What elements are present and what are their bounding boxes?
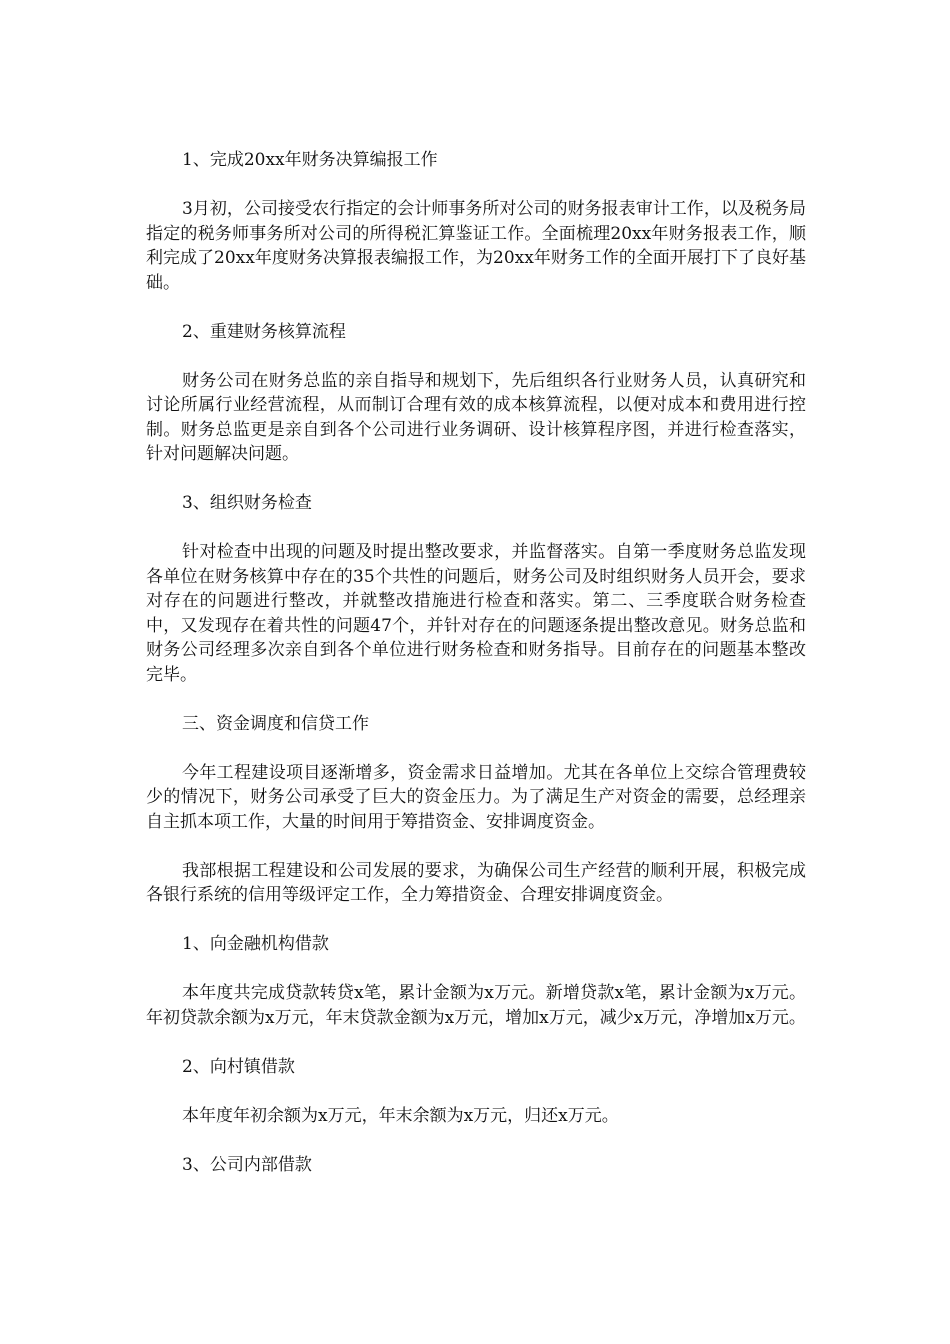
paragraph-financial-inspection: 针对检查中出现的问题及时提出整改要求，并监督落实。自第一季度财务总监发现各单位在财务核算中存在的35个共性的问题后，财务公司及时组织财务人员开会，要求对存在的问题进行整改，并就整改措施进行检查和落实。第二、三季度联合财务检查中，又发现存在着共性的问题47个，并针对存在的问题逐条提出整改意见。财务总监和财务公司经理多次亲自到各个单位进行财务检查和财务指导。目前存在的问题基本整改完毕。 bbox=[146, 542, 806, 685]
paragraph-village-loans: 本年度年初余额为x万元，年末余额为x万元，归还x万元。 bbox=[182, 1105, 619, 1126]
section-heading-accounting-process: 2、重建财务核算流程 bbox=[182, 321, 346, 342]
section-heading-final-accounts: 1、完成20xx年财务决算编报工作 bbox=[182, 150, 438, 170]
document-body bbox=[146, 148, 806, 1202]
paragraph-bank-loans: 本年度共完成贷款转贷x笔，累计金额为x万元。新增贷款x笔，累计金额为x万元。年初贷款余额为x万元，年末贷款金额为x万元，增加x万元，减少x万元，净增加x万元。 bbox=[146, 983, 806, 1028]
section-heading-funds-credit: 三、资金调度和信贷工作 bbox=[182, 713, 369, 734]
section-heading-bank-loans: 1、向金融机构借款 bbox=[182, 934, 329, 954]
paragraph-final-accounts: 3月初，公司接受农行指定的会计师事务所对公司的财务报表审计工作，以及税务局指定的税务师事务所对公司的所得税汇算鉴证工作。全面梳理20xx年财务报表工作，顺利完成了20xx年度财务决算报表编报工作，为20xx年财务工作的全面开展打下了良好基础。 bbox=[146, 199, 806, 293]
paragraph-funds-demand: 今年工程建设项目逐渐增多，资金需求日益增加。尤其在各单位上交综合管理费较少的情况下，财务公司承受了巨大的资金压力。为了满足生产对资金的需要，总经理亲自主抓本项工作，大量的时间用于筹措资金、安排调度资金。 bbox=[146, 762, 806, 832]
paragraph-accounting-process: 财务公司在财务总监的亲自指导和规划下，先后组织各行业财务人员，认真研究和讨论所属行业经营流程，从而制订合理有效的成本核算流程，以便对成本和费用进行控制。财务总监更是亲自到各个公司进行业务调研、设计核算程序图，并进行检查落实，针对问题解决问题。 bbox=[146, 370, 806, 464]
section-heading-village-loans: 2、向村镇借款 bbox=[182, 1056, 295, 1077]
paragraph-credit-rating: 我部根据工程建设和公司发展的要求，为确保公司生产经营的顺利开展，积极完成各银行系统的信用等级评定工作，全力筹措资金、合理安排调度资金。 bbox=[146, 860, 806, 905]
section-heading-financial-inspection: 3、组织财务检查 bbox=[182, 493, 312, 513]
section-heading-internal-loans: 3、公司内部借款 bbox=[182, 1154, 312, 1175]
